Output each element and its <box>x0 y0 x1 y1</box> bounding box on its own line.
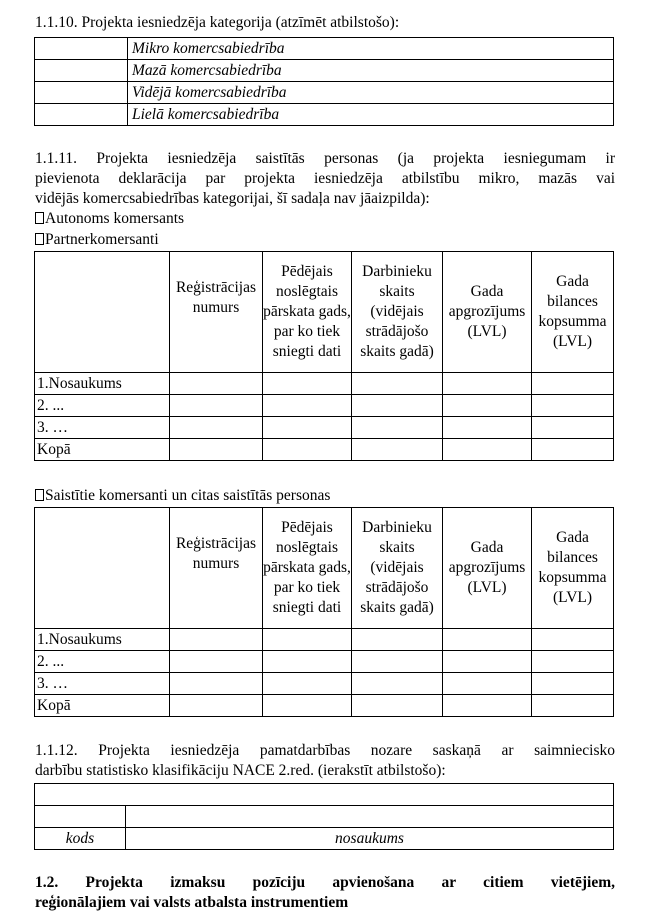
input-cell[interactable] <box>352 417 443 439</box>
checkbox-cell[interactable] <box>35 38 128 60</box>
table-row <box>35 828 614 850</box>
input-cell[interactable] <box>443 417 532 439</box>
input-cell[interactable] <box>352 651 443 673</box>
input-cell[interactable] <box>532 673 614 695</box>
table-row <box>35 60 614 82</box>
row-label: 2. ... <box>35 651 170 673</box>
table-row <box>35 784 614 806</box>
input-cell[interactable] <box>263 439 352 461</box>
section-1-1-12-para-line2: darbību statistisko klasifikāciju NACE 2.red. (ierakstīt atbilstošo): <box>35 762 446 779</box>
input-cell[interactable] <box>170 417 263 439</box>
input-cell[interactable] <box>263 673 352 695</box>
input-cell[interactable] <box>443 629 532 651</box>
checkbox-cell[interactable] <box>35 104 128 126</box>
row-label: Kopā <box>35 695 170 717</box>
partners-table <box>34 251 614 461</box>
header-balance: Gada bilances kopsumma (LVL) <box>532 508 614 629</box>
input-cell[interactable] <box>263 695 352 717</box>
header-reg-number: Reģistrācijas numurs <box>170 252 263 373</box>
input-cell[interactable] <box>352 695 443 717</box>
input-cell[interactable] <box>263 629 352 651</box>
nace-code-input[interactable] <box>35 806 126 828</box>
category-label: Vidējā komercsabiedrība <box>128 82 614 104</box>
input-cell[interactable] <box>170 439 263 461</box>
category-label: Mikro komercsabiedrība <box>128 38 614 60</box>
table-row <box>35 38 614 60</box>
table-row <box>35 373 614 395</box>
table-row <box>35 104 614 126</box>
row-label: 1.Nosaukums <box>35 629 170 651</box>
section-1-1-11-para-line3: vidējās komercsabiedrības kategorijai, šī sadaļa nav jāaizpilda): <box>35 190 430 207</box>
input-cell[interactable] <box>170 651 263 673</box>
input-cell[interactable] <box>352 395 443 417</box>
input-cell[interactable] <box>443 651 532 673</box>
input-cell[interactable] <box>352 673 443 695</box>
option-partners[interactable] <box>35 230 615 250</box>
input-cell[interactable] <box>170 373 263 395</box>
row-label: 3. … <box>35 673 170 695</box>
input-cell[interactable] <box>532 395 614 417</box>
input-cell[interactable] <box>532 417 614 439</box>
table-row <box>35 651 614 673</box>
row-label: 2. ... <box>35 395 170 417</box>
section-1-2-heading-line1: 1.2. Projekta izmaksu pozīciju apvienošana ar citiem vietējiem, <box>35 874 615 891</box>
table-header-row <box>35 508 614 629</box>
input-cell[interactable] <box>352 439 443 461</box>
option-autonomous[interactable] <box>35 209 615 229</box>
input-cell[interactable] <box>170 395 263 417</box>
checkbox-icon[interactable] <box>35 212 44 224</box>
input-cell[interactable] <box>532 651 614 673</box>
table-row <box>35 695 614 717</box>
header-employees: Darbinieku skaits (vidējais strādājošo skaits gadā) <box>352 508 443 629</box>
checkbox-cell[interactable] <box>35 60 128 82</box>
table-row <box>35 673 614 695</box>
name-label: nosaukums <box>126 828 614 850</box>
checkbox-icon[interactable] <box>35 233 44 245</box>
table-row <box>35 417 614 439</box>
table-header-row <box>35 252 614 373</box>
header-employees: Darbinieku skaits (vidējais strādājošo skaits gadā) <box>352 252 443 373</box>
input-cell[interactable] <box>532 373 614 395</box>
option-label: Partnerkomersanti <box>45 231 159 248</box>
checkbox-cell[interactable] <box>35 82 128 104</box>
row-label: 3. … <box>35 417 170 439</box>
input-cell[interactable] <box>263 395 352 417</box>
header-reg-number: Reģistrācijas numurs <box>170 508 263 629</box>
input-cell[interactable] <box>443 373 532 395</box>
input-cell[interactable] <box>263 651 352 673</box>
category-label: Mazā komercsabiedrība <box>128 60 614 82</box>
section-1-1-11-para-line2: pievienota deklarācija par projekta iesniedzēja atbilstību mikro, mazās vai <box>35 170 615 187</box>
row-label: 1.Nosaukums <box>35 373 170 395</box>
table-row <box>35 439 614 461</box>
section-1-2-heading-line2: reģionālajiem vai valsts atbalsta instrumentiem <box>35 894 349 911</box>
input-cell[interactable] <box>263 417 352 439</box>
input-cell[interactable] <box>170 695 263 717</box>
header-turnover: Gada apgrozījums (LVL) <box>443 252 532 373</box>
row-label: Kopā <box>35 439 170 461</box>
input-cell[interactable] <box>443 439 532 461</box>
related-table <box>34 507 614 717</box>
table-row <box>35 629 614 651</box>
input-cell[interactable] <box>170 629 263 651</box>
checkbox-icon[interactable] <box>35 489 44 501</box>
input-cell[interactable] <box>443 673 532 695</box>
input-cell[interactable] <box>352 629 443 651</box>
option-related[interactable] <box>35 486 615 506</box>
section-1-1-12-para-line1: 1.1.12. Projekta iesniedzēja pamatdarbības nozare saskaņā ar saimniecisko <box>35 742 615 759</box>
header-last-year: Pēdējais noslēgtais pārskata gads, par ko tiek sniegti dati <box>263 252 352 373</box>
table-row <box>35 82 614 104</box>
table-row <box>35 806 614 828</box>
header-balance: Gada bilances kopsumma (LVL) <box>532 252 614 373</box>
section-1-1-11-para-line1: 1.1.11. Projekta iesniedzēja saistītās personas (ja projekta iesniegumam ir <box>35 150 615 167</box>
code-label: kods <box>35 828 126 850</box>
nace-name-input[interactable] <box>126 806 614 828</box>
table-row <box>35 395 614 417</box>
input-cell[interactable] <box>263 373 352 395</box>
category-table <box>34 37 614 126</box>
category-label: Lielā komercsabiedrība <box>128 104 614 126</box>
option-label: Autonoms komersants <box>45 210 185 227</box>
option-label: Saistītie komersanti un citas saistītās personas <box>45 487 331 504</box>
input-cell[interactable] <box>352 373 443 395</box>
input-cell[interactable] <box>443 695 532 717</box>
nace-table <box>34 783 614 850</box>
input-cell[interactable] <box>443 395 532 417</box>
input-cell[interactable] <box>532 695 614 717</box>
input-cell[interactable] <box>532 629 614 651</box>
nace-input-cell[interactable] <box>35 784 614 806</box>
section-1-1-10-heading: 1.1.10. Projekta iesniedzēja kategorija (atzīmēt atbilstošo): <box>35 14 400 31</box>
header-turnover: Gada apgrozījums (LVL) <box>443 508 532 629</box>
input-cell[interactable] <box>170 673 263 695</box>
input-cell[interactable] <box>532 439 614 461</box>
header-last-year: Pēdējais noslēgtais pārskata gads, par ko tiek sniegti dati <box>263 508 352 629</box>
